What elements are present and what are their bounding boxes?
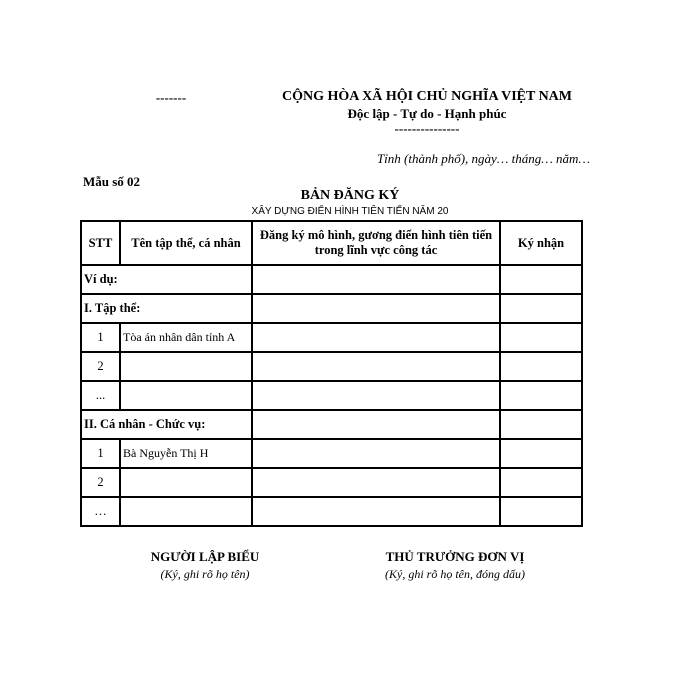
stt-cell: 2 [81, 468, 120, 497]
table-row [81, 468, 582, 497]
table-row [81, 410, 582, 439]
table-row [81, 497, 582, 526]
registration-cell [252, 497, 500, 526]
registration-cell [252, 265, 500, 294]
table-row [81, 439, 582, 468]
form-number: Mẫu số 02 [83, 174, 141, 189]
signature-cell [500, 497, 582, 526]
stt-cell: … [81, 497, 120, 526]
preparer-note: (Ký, ghi rõ họ tên) [160, 567, 250, 581]
right-header-dash: --------------- [394, 121, 460, 136]
registration-cell [252, 352, 500, 381]
registration-cell [252, 439, 500, 468]
preparer-title: NGƯỜI LẬP BIỂU [150, 549, 260, 564]
signature-cell [500, 265, 582, 294]
name-cell [120, 352, 252, 381]
signature-cell [500, 410, 582, 439]
header-stt: STT [81, 221, 120, 265]
stt-cell: 1 [81, 439, 120, 468]
table-row [81, 381, 582, 410]
stt-cell: ... [81, 381, 120, 410]
table-row [81, 323, 582, 352]
document-title: BẢN ĐĂNG KÝ [300, 188, 400, 203]
signature-cell [500, 439, 582, 468]
document-subtitle: XÂY DỰNG ĐIỂN HÌNH TIÊN TIẾN NĂM 20 [251, 206, 449, 217]
signature-cell [500, 381, 582, 410]
stt-cell: 1 [81, 323, 120, 352]
name-cell [120, 468, 252, 497]
name-cell: Tòa án nhân dân tỉnh A [120, 323, 252, 352]
example-label: Ví dụ: [81, 265, 252, 294]
registration-cell [252, 410, 500, 439]
stt-cell: 2 [81, 352, 120, 381]
signature-cell [500, 352, 582, 381]
registration-cell [252, 294, 500, 323]
signature-cell [500, 468, 582, 497]
name-cell [120, 497, 252, 526]
signature-cell [500, 323, 582, 352]
table-header-row [81, 221, 582, 265]
head-of-unit-note: (Ký, ghi rõ họ tên, đóng dấu) [385, 567, 525, 581]
signature-cell [500, 294, 582, 323]
section-collective: I. Tập thể: [81, 294, 252, 323]
national-title: CỘNG HÒA XÃ HỘI CHỦ NGHĨA VIỆT NAM [281, 89, 572, 104]
place-date-line: Tỉnh (thành phố), ngày… tháng… năm… [376, 151, 590, 166]
table-row [81, 352, 582, 381]
left-header-dash: ------- [155, 90, 187, 105]
header-name: Tên tập thể, cá nhân [120, 221, 252, 265]
registration-cell [252, 381, 500, 410]
header-registration: Đăng ký mô hình, gương điển hình tiên tiến trong lĩnh vực công tác [252, 221, 500, 265]
name-cell: Bà Nguyễn Thị H [120, 439, 252, 468]
head-of-unit-title: THỦ TRƯỞNG ĐƠN VỊ [385, 549, 525, 564]
table-row [81, 265, 582, 294]
table-row [81, 294, 582, 323]
registration-cell [252, 468, 500, 497]
registration-cell [252, 323, 500, 352]
registration-table [80, 220, 583, 527]
name-cell [120, 381, 252, 410]
header-signature: Ký nhận [500, 221, 582, 265]
national-motto: Độc lập - Tự do - Hạnh phúc [347, 106, 507, 121]
section-individual: II. Cá nhân - Chức vụ: [81, 410, 252, 439]
